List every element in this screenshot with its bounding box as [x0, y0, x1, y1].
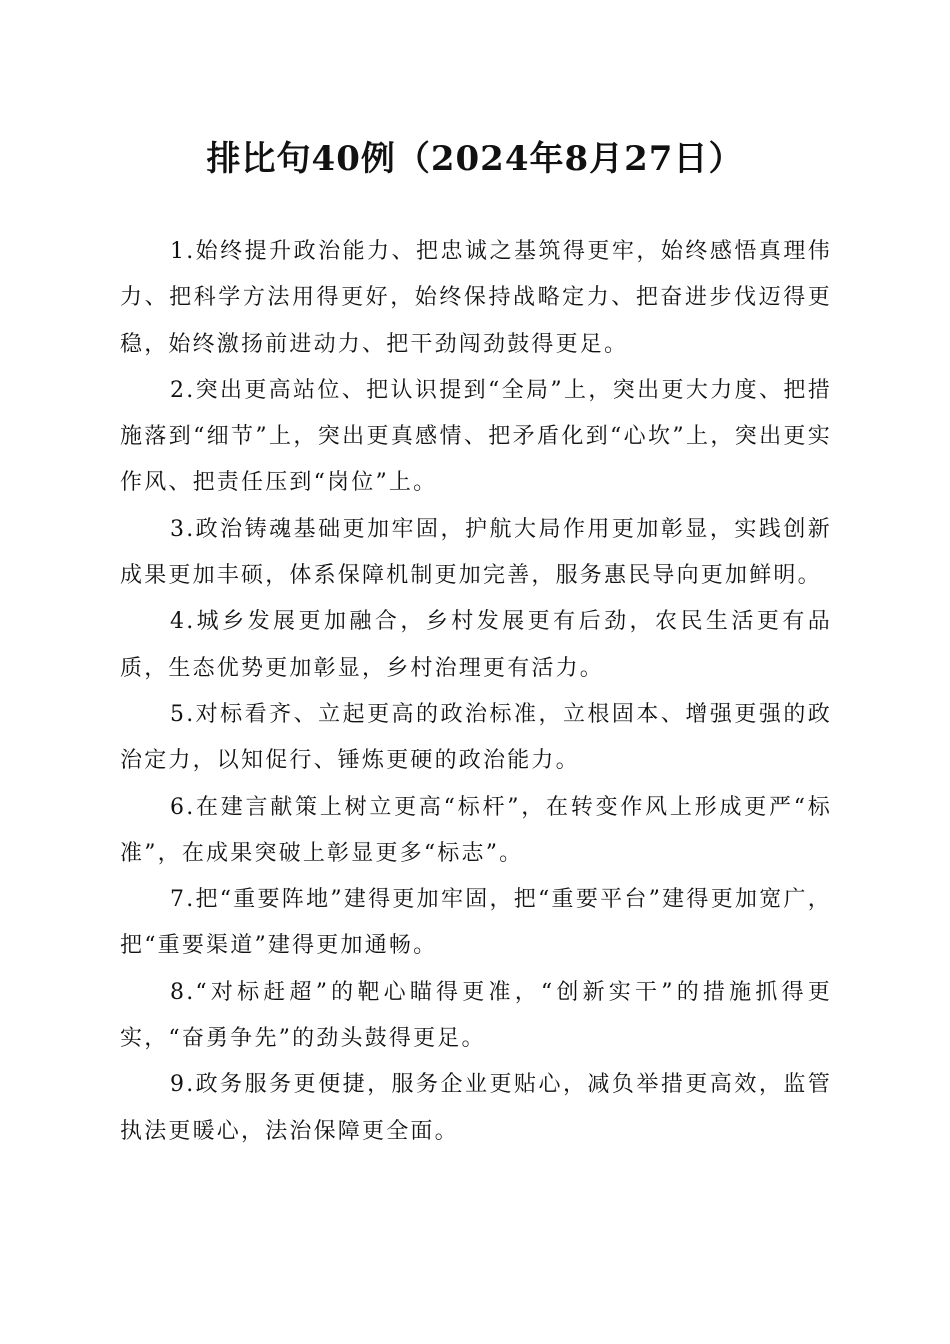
paragraph-7: 7.把“重要阵地”建得更加牢固，把“重要平台”建得更加宽广，把“重要渠道”建得更加通畅。 [120, 887, 832, 959]
paragraph-1: 1.始终提升政治能力、把忠诚之基筑得更牢，始终感悟真理伟力、把科学方法用得更好，始终保持战略定力、把奋进步伐迈得更稳，始终激扬前进动力、把干劲闯劲鼓得更足。 [120, 239, 832, 357]
paragraph-8: 8.“对标赶超”的靶心瞄得更准，“创新实干”的措施抓得更实，“奋勇争先”的劲头鼓得更足。 [120, 979, 832, 1052]
document-title: 排比句40例（2024年8月27日） [206, 139, 744, 179]
document-body [120, 229, 832, 1155]
paragraph-5: 5.对标看齐、立起更高的政治标准，立根固本、增强更强的政治定力，以知促行、锤炼更硬的政治能力。 [120, 701, 832, 774]
paragraph-2: 2.突出更高站位、把认识提到“全局”上，突出更大力度、把措施落到“细节”上，突出更真感情、把矛盾化到“心坎”上，突出更实作风、把责任压到“岗位”上。 [120, 377, 832, 496]
paragraph-6: 6.在建言献策上树立更高“标杆”，在转变作风上形成更严“标准”，在成果突破上彰显更多“标志”。 [120, 794, 832, 866]
paragraph-4: 4.城乡发展更加融合，乡村发展更有后劲，农民生活更有品质，生态优势更加彰显，乡村治理更有活力。 [120, 609, 832, 681]
paragraph-3: 3.政治铸魂基础更加牢固，护航大局作用更加彰显，实践创新成果更加丰硕，体系保障机制更加完善，服务惠民导向更加鲜明。 [120, 516, 832, 589]
paragraph-9: 9.政务服务更便捷，服务企业更贴心，减负举措更高效，监管执法更暖心，法治保障更全面。 [120, 1072, 832, 1144]
